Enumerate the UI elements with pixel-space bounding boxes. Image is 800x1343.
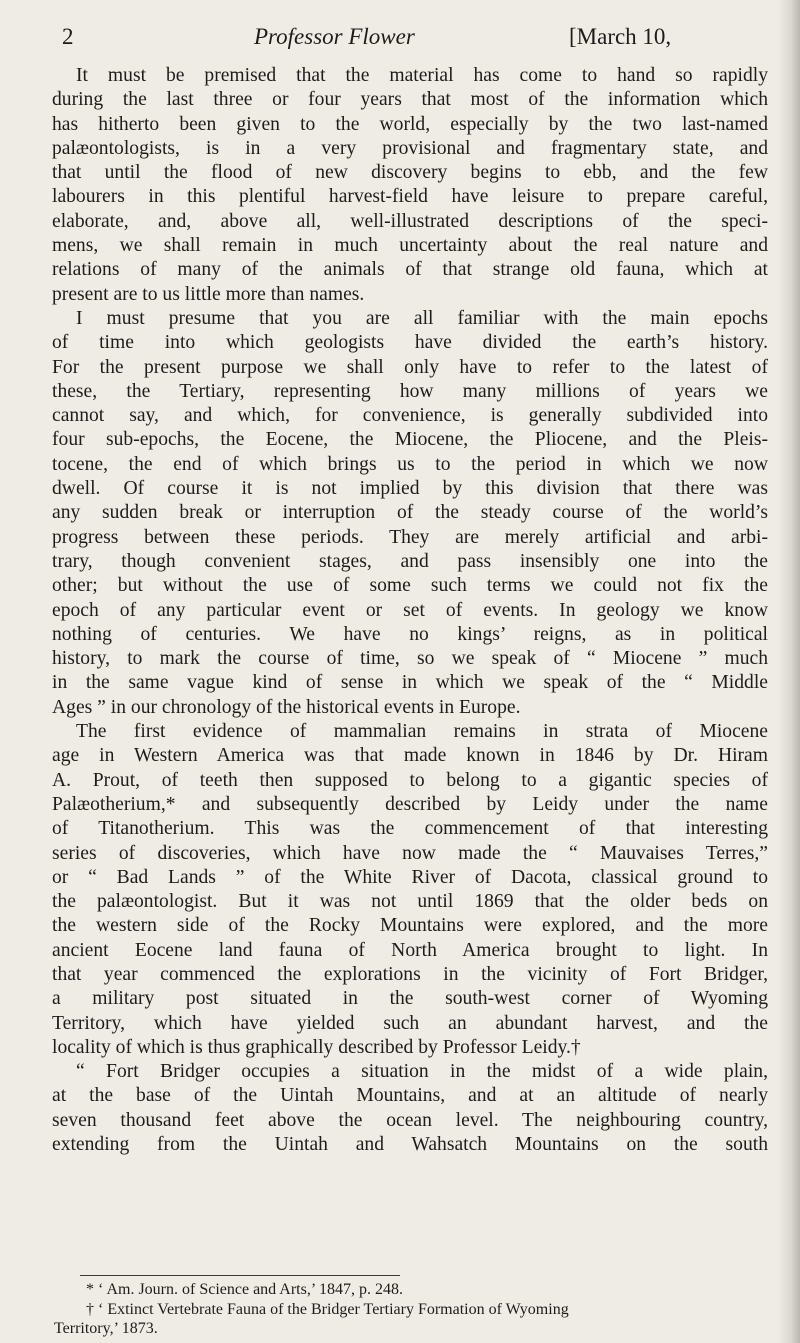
text-line: dwell. Of course it is not implied by this division that there was: [52, 478, 768, 500]
text-line: of time into which geologists have divided the earth’s history.: [52, 332, 768, 354]
text-line: Territory, which have yielded such an abundant harvest, and the: [52, 1012, 768, 1034]
text-line: Palæotherium,* and subsequently described by Leidy under the name: [52, 793, 768, 815]
text-line: series of discoveries, which have now made the “ Mauvaises Terres,”: [52, 842, 768, 864]
footnote-divider: [80, 1275, 400, 1276]
page-edge-shadow: [778, 0, 800, 1343]
text-line: in the same vague kind of sense in which we speak of the “ Middle: [52, 672, 768, 694]
text-line: nothing of centuries. We have no kings’ reigns, as in political: [52, 623, 768, 645]
text-line: cannot say, and which, for convenience, is generally subdivided into: [52, 405, 768, 427]
text-line: at the base of the Uintah Mountains, and at an altitude of nearly: [52, 1085, 768, 1107]
running-header: [62, 20, 762, 56]
text-line: present are to us little more than names.: [52, 283, 365, 305]
text-line: age in Western America was that made known in 1846 by Dr. Hiram: [52, 745, 768, 767]
text-line: I must presume that you are all familiar with the main epochs: [76, 307, 768, 329]
text-line: the western side of the Rocky Mountains were explored, and the more: [52, 915, 768, 937]
text-line: of Titanotherium. This was the commencement of that interesting: [52, 818, 768, 840]
text-line: The first evidence of mammalian remains in strata of Miocene: [76, 721, 768, 743]
text-line: or “ Bad Lands ” of the White River of Dacota, classical ground to: [52, 866, 768, 888]
text-line: “ Fort Bridger occupies a situation in the midst of a wide plain,: [76, 1061, 768, 1083]
text-line: ancient Eocene land fauna of North America brought to light. In: [52, 939, 768, 961]
text-line: a military post situated in the south-west corner of Wyoming: [52, 988, 768, 1010]
text-line: Ages ” in our chronology of the historical events in Europe.: [52, 696, 521, 718]
text-line: the palæontologist. But it was not until 1869 that the older beds on: [52, 891, 768, 913]
running-title: Professor Flower: [254, 24, 415, 49]
footnote: † ‘ Extinct Vertebrate Fauna of the Bridger Tertiary Formation of Wyoming: [86, 1300, 569, 1318]
text-line: history, to mark the course of time, so we speak of “ Miocene ” much: [52, 648, 768, 670]
text-line: during the last three or four years that most of the information which: [52, 89, 768, 111]
text-line: For the present purpose we shall only have to refer to the latest of: [52, 356, 768, 378]
text-line: elaborate, and, above all, well-illustrated descriptions of the speci-: [52, 210, 768, 232]
text-line: progress between these periods. They are merely artificial and arbi-: [52, 526, 768, 548]
text-line: extending from the Uintah and Wahsatch Mountains on the south: [52, 1134, 768, 1156]
footnote: * ‘ Am. Journ. of Science and Arts,’ 1847, p. 248.: [86, 1281, 403, 1298]
running-date: [March 10,: [569, 24, 672, 49]
text-line: mens, we shall remain in much uncertainty about the real nature and: [52, 235, 768, 257]
text-line: A. Prout, of teeth then supposed to belong to a gigantic species of: [52, 769, 768, 791]
text-line: other; but without the use of some such terms we could not fix the: [52, 575, 768, 597]
text-line: seven thousand feet above the ocean level. The neighbouring country,: [52, 1109, 768, 1131]
page-number: 2: [62, 24, 74, 49]
text-line: palæontologists, is in a very provisional and fragmentary state, and: [52, 137, 768, 159]
text-line: has hitherto been given to the world, especially by the two last-named: [52, 113, 768, 135]
text-line: four sub-epochs, the Eocene, the Miocene, the Pliocene, and the Pleis-: [52, 429, 768, 451]
footnotes: [54, 1280, 768, 1339]
text-line: locality of which is thus graphically described by Professor Leidy.†: [52, 1036, 581, 1058]
text-line: that until the flood of new discovery begins to ebb, and the few: [52, 162, 768, 184]
text-line: labourers in this plentiful harvest-field have leisure to prepare careful,: [52, 186, 768, 208]
text-line: any sudden break or interruption of the steady course of the world’s: [52, 502, 768, 524]
text-line: trary, though convenient stages, and pass insensibly one into the: [52, 550, 768, 572]
text-line: these, the Tertiary, representing how many millions of years we: [52, 380, 768, 402]
text-line: epoch of any particular event or set of events. In geology we know: [52, 599, 768, 621]
text-line: that year commenced the explorations in the vicinity of Fort Bridger,: [52, 963, 768, 985]
footnote-continuation: Territory,’ 1873.: [54, 1320, 158, 1337]
text-line: It must be premised that the material has come to hand so rapidly: [76, 65, 768, 86]
text-line: relations of many of the animals of that strange old fauna, which at: [52, 259, 768, 281]
body-text: [52, 64, 768, 1157]
text-line: tocene, the end of which brings us to the period in which we now: [52, 453, 768, 475]
